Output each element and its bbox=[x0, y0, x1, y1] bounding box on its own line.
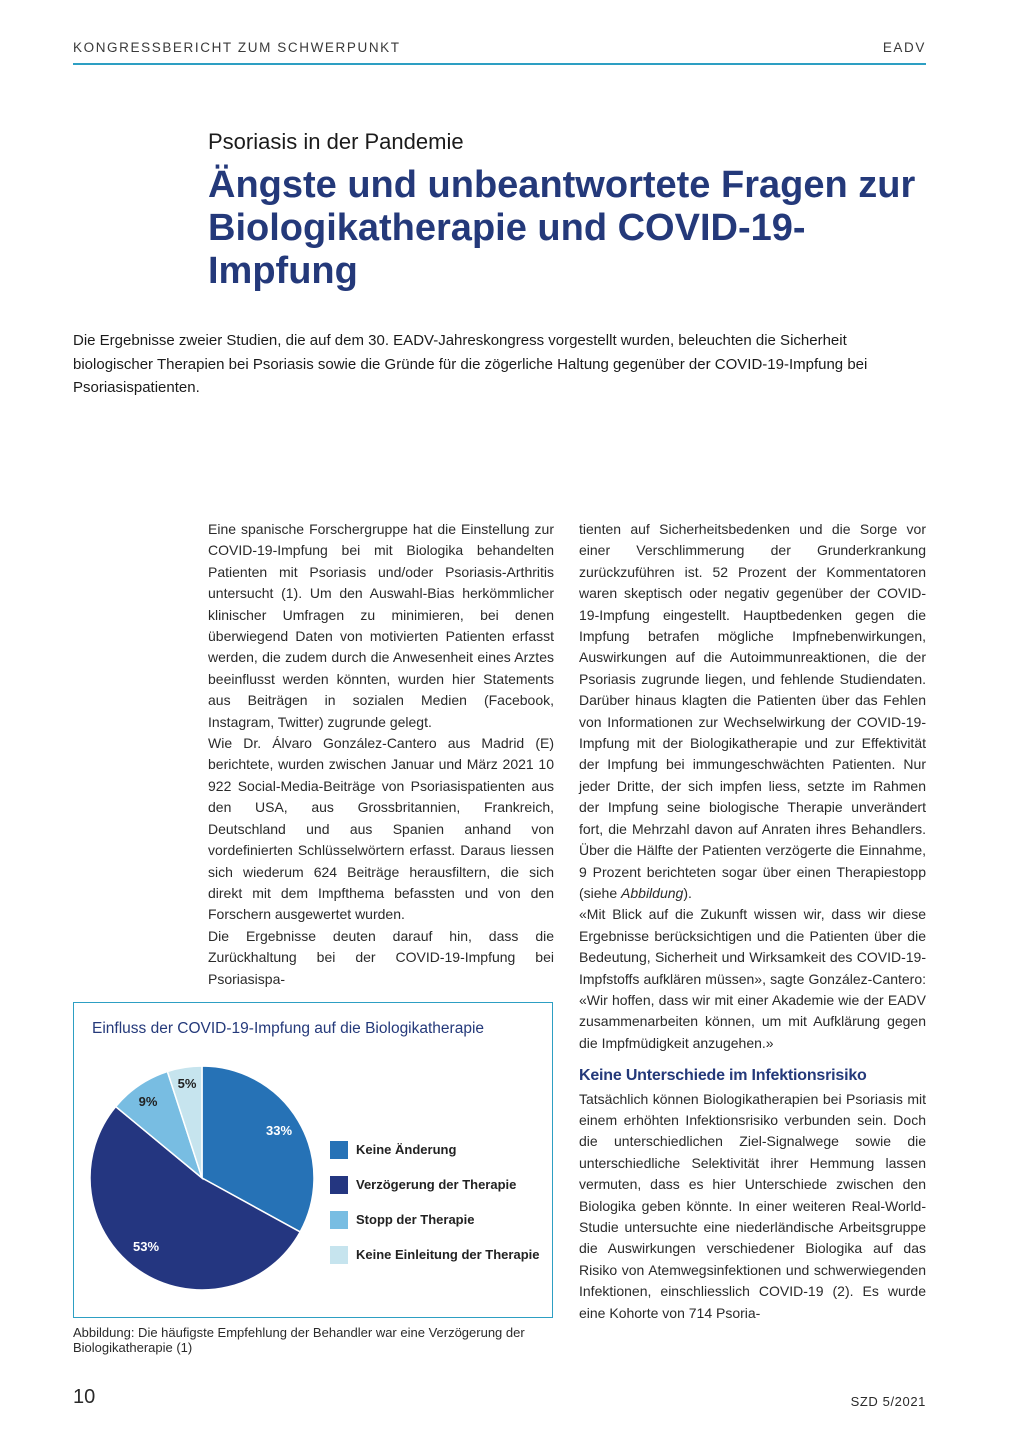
body-column-2 bbox=[579, 519, 926, 1324]
issue-label: SZD 5/2021 bbox=[850, 1394, 926, 1409]
paragraph: Tatsächlich können Biologikatherapien bei Psoriasis mit einem erhöhten Infektionsrisiko verbunden sein. Doch die unterschiedlichen Ziel-Signalwege sowie die unterschiedliche Selektivität ihrer Hemmung lassen vermuten, dass es hier Unterschiede zwischen den Biologika geben könnte. In einer weiteren Real-World-Studie untersuchte eine niederländische Arbeitsgruppe die Auswirkungen verschiedener Biologika auf das Risiko von Atemwegsinfektionen und schwerwiegenden Infektionen, einschliesslich COVID-19 (2). Es wurde eine Kohorte von 714 Psoria- bbox=[579, 1090, 926, 1321]
chart-title: Einfluss der COVID-19-Impfung auf die Biologikatherapie bbox=[92, 1020, 485, 1037]
figure-reference: Abbildung bbox=[621, 884, 684, 901]
pie-chart bbox=[74, 1003, 552, 1317]
legend-label: Keine Einleitung der Therapie bbox=[356, 1247, 540, 1262]
slice-label: 5% bbox=[177, 1076, 197, 1091]
paragraph: Wie Dr. Álvaro González-Cantero aus Madrid (E) berichtete, wurden zwischen Januar und März 2021 10 922 Social-Media-Beiträge von Psoriasispatienten aus den USA, aus Grossbritannien, Frankreich, Deutschland und aus Spanien anhand von vordefinierten Schlüsselwörtern erfasst. Daraus liessen sich wiederum 624 Beiträge herausfiltern, die sich direkt mit dem Impfthema befassten und von den Forschern ausgewertet wurden. bbox=[208, 735, 554, 923]
legend-label: Stopp der Therapie bbox=[356, 1212, 475, 1227]
legend-swatch bbox=[330, 1211, 348, 1229]
header-rule bbox=[73, 63, 926, 65]
body-column-1 bbox=[208, 519, 554, 990]
paragraph: Eine spanische Forschergruppe hat die Einstellung zur COVID-19-Impfung bei mit Biologika behandelten Patienten mit Psoriasis und/oder Psoriasis-Arthritis untersucht (1). Um den Auswahl-Bias herkömmlicher klinischer Umfragen zu minimieren, bei denen überwiegend Daten von motivierten Patienten erfasst werden, die zudem durch die Anwesenheit eines Arztes beeinflusst werden könnten, wurden hier Statements aus Beiträgen in sozialen Medien (Facebook, Instagram, Twitter) zugrunde gelegt. bbox=[208, 521, 554, 730]
article-lead: Die Ergebnisse zweier Studien, die auf dem 30. EADV-Jahreskongress vorgestellt wurden, beleuchten die Sicherheit biologischer Therapien bei Psoriasis sowie die Gründe für die zögerliche Haltung gegenüber der COVID-19-Impfung bei Psoriasispatienten. bbox=[73, 332, 868, 396]
article-title: Ängste und unbeantwortete Fragen zur Biologikatherapie und COVID-19-Impfung bbox=[208, 164, 916, 292]
paragraph-text: tienten auf Sicherheitsbedenken und die Sorge vor einer Verschlimmerung der Grunderkrankung zurückzuführen ist. 52 Prozent der Kommentatoren waren skeptisch oder negativ gegenüber der COVID-19-Impfung eingestellt. Hauptbedenken gegen die Impfung betrafen mögliche Impfnebenwirkungen, Auswirkungen auf die Autoimmunreaktionen, die der Psoriasis zugrunde liegen, und fehlende Studiendaten. Darüber hinaus klagten die Patienten über das Fehlen von Informationen zur Wechselwirkung der COVID-19-Impfung mit der Biologikatherapie und zur Effektivität der Impfung bei immungeschwächten Patienten. Nur jeder Dritte, der sich impfen liess, setzte im Rahmen der Impfung seine biologische Therapie unverändert fort, die Mehrzahl davon auf Anraten ihres Behandlers. Über die Hälfte der Patienten verzögerte die Einnahme, 9 Prozent berichteten sogar über einen Therapiestopp (siehe bbox=[579, 521, 926, 901]
legend-swatch bbox=[330, 1246, 348, 1264]
section-label: KONGRESSBERICHT ZUM SCHWERPUNKT bbox=[73, 40, 401, 55]
slice-label: 33% bbox=[265, 1123, 293, 1138]
slice-label: 53% bbox=[132, 1239, 160, 1254]
figure-caption: Abbildung: Die häufigste Empfehlung der Behandler war eine Verzögerung der Biologikatherapie (1) bbox=[73, 1325, 525, 1355]
legend-swatch bbox=[330, 1176, 348, 1194]
paragraph: «Mit Blick auf die Zukunft wissen wir, dass wir diese Ergebnisse berücksichtigen und die Patienten über die Bedeutung, Sicherheit und Wirksamkeit des COVID-19-Impfstoffs aufklären müssen», sagte González-Cantero: «Wir hoffen, dass wir mit einer Akademie wie der EADV zusammenarbeiten können, um mit Aufklärung gegen die Impfmüdigkeit anzugehen.» bbox=[579, 906, 926, 1051]
paragraph: Die Ergebnisse deuten darauf hin, dass die Zurückhaltung bei der COVID-19-Impfung bei Psoriasispa- bbox=[208, 927, 554, 987]
article-kicker: Psoriasis in der Pandemie bbox=[208, 129, 464, 154]
figure-box bbox=[73, 1002, 553, 1318]
publisher-label: EADV bbox=[882, 40, 926, 55]
page-number: 10 bbox=[73, 1386, 96, 1408]
legend-label: Keine Änderung bbox=[356, 1142, 457, 1157]
section-subheading: Keine Unterschiede im Infektionsrisiko bbox=[579, 1067, 867, 1085]
paragraph bbox=[579, 519, 926, 904]
legend-label: Verzögerung der Therapie bbox=[356, 1177, 517, 1192]
running-header bbox=[73, 40, 926, 55]
legend-swatch bbox=[330, 1141, 348, 1159]
paragraph-text: ). bbox=[683, 884, 692, 901]
slice-label: 9% bbox=[138, 1094, 158, 1109]
